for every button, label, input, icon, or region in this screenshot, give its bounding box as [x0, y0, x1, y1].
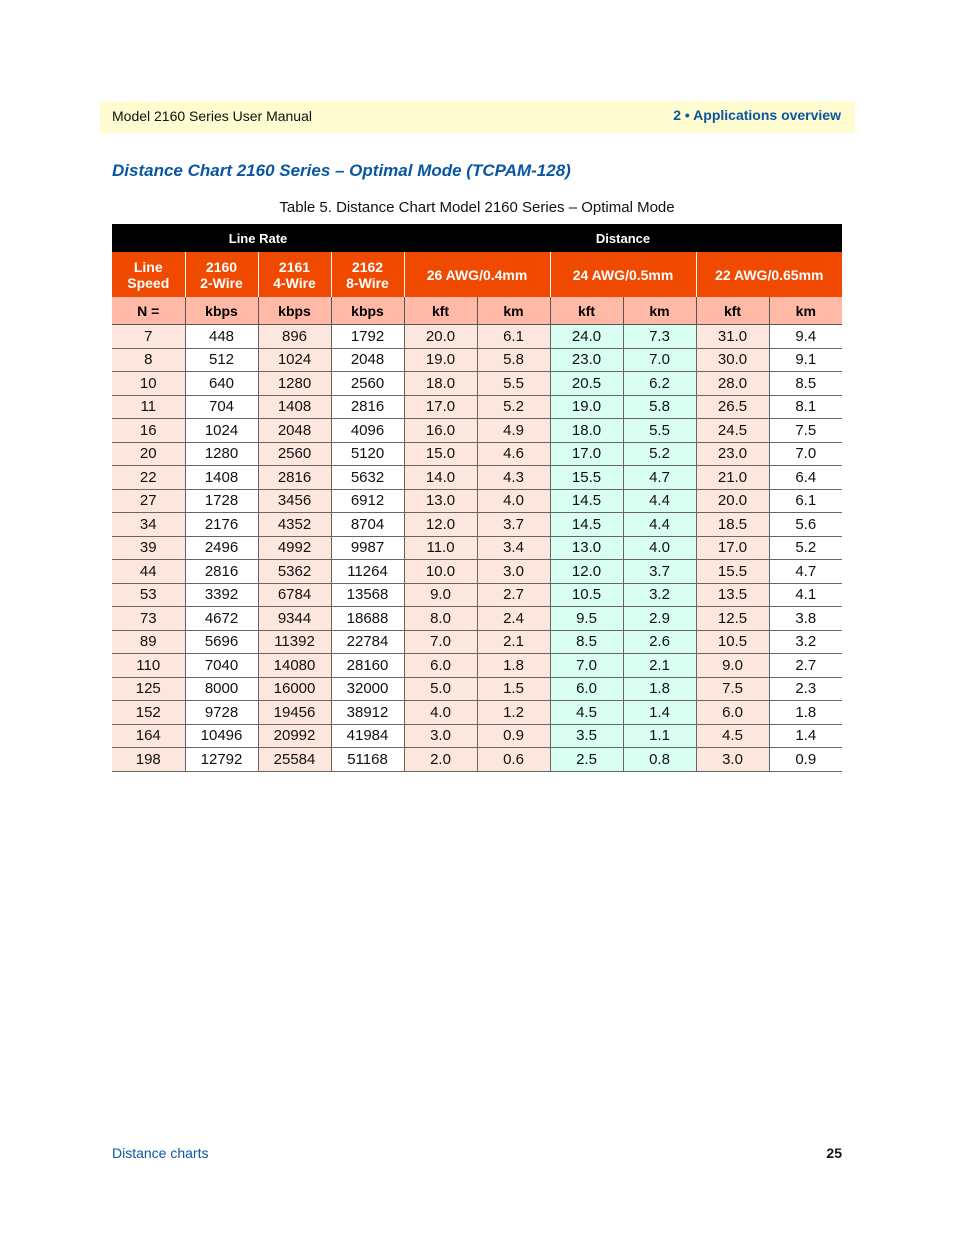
table-cell: 12792 — [185, 748, 258, 772]
table-cell: 11264 — [331, 560, 404, 584]
table-cell: 21.0 — [696, 466, 769, 490]
table-cell: 15.0 — [404, 442, 477, 466]
table-cell: 2048 — [258, 419, 331, 443]
table-cell: 4.5 — [550, 701, 623, 725]
table-cell: 5.8 — [623, 395, 696, 419]
table-cell: 19.0 — [404, 348, 477, 372]
table-cell: 4.9 — [477, 419, 550, 443]
table-cell: 6.0 — [696, 701, 769, 725]
table-cell: 23.0 — [550, 348, 623, 372]
table-cell: 5.2 — [623, 442, 696, 466]
table-cell: 1.2 — [477, 701, 550, 725]
column-header-row — [112, 252, 842, 297]
table-cell: 11392 — [258, 630, 331, 654]
table-cell: 15.5 — [550, 466, 623, 490]
table-cell: 6784 — [258, 583, 331, 607]
table-cell: 44 — [112, 560, 185, 584]
table-cell: 0.8 — [623, 748, 696, 772]
col-header-2161 — [258, 252, 331, 297]
table-row — [112, 654, 842, 678]
col-header-2162 — [331, 252, 404, 297]
table-cell: 24.5 — [696, 419, 769, 443]
table-cell: 1.4 — [769, 724, 842, 748]
table-cell: 4.0 — [477, 489, 550, 513]
manual-title: Model 2160 Series User Manual — [112, 108, 312, 124]
table-body — [112, 325, 842, 772]
table-cell: 20.0 — [404, 325, 477, 349]
table-cell: 7.0 — [550, 654, 623, 678]
table-cell: 1792 — [331, 325, 404, 349]
table-cell: 1024 — [258, 348, 331, 372]
table-cell: 4.4 — [623, 513, 696, 537]
table-cell: 18688 — [331, 607, 404, 631]
table-cell: 20 — [112, 442, 185, 466]
table-cell: 30.0 — [696, 348, 769, 372]
table-cell: 2.0 — [404, 748, 477, 772]
table-cell: 5696 — [185, 630, 258, 654]
table-cell: 27 — [112, 489, 185, 513]
table-cell: 5.0 — [404, 677, 477, 701]
table-cell: 51168 — [331, 748, 404, 772]
table-cell: 14080 — [258, 654, 331, 678]
table-cell: 20992 — [258, 724, 331, 748]
table-cell: 41984 — [331, 724, 404, 748]
table-cell: 3392 — [185, 583, 258, 607]
page-number: 25 — [826, 1145, 842, 1161]
table-cell: 3.2 — [623, 583, 696, 607]
col-header-2162-l2: 8-Wire — [346, 274, 389, 291]
table-cell: 1408 — [258, 395, 331, 419]
table-cell: 3.4 — [477, 536, 550, 560]
table-cell: 2.7 — [477, 583, 550, 607]
table-cell: 3.8 — [769, 607, 842, 631]
table-cell: 8000 — [185, 677, 258, 701]
table-cell: 18.0 — [550, 419, 623, 443]
col-header-26awg: 26 AWG/0.4mm — [404, 252, 550, 297]
table-cell: 2.1 — [477, 630, 550, 654]
col-header-line-speed-l1: Line — [133, 258, 163, 275]
table-cell: 7.0 — [769, 442, 842, 466]
table-cell: 512 — [185, 348, 258, 372]
table-cell: 8.1 — [769, 395, 842, 419]
table-cell: 12.5 — [696, 607, 769, 631]
table-cell: 3.7 — [477, 513, 550, 537]
table-cell: 20.0 — [696, 489, 769, 513]
table-cell: 1.4 — [623, 701, 696, 725]
table-cell: 25584 — [258, 748, 331, 772]
table-cell: 1.8 — [623, 677, 696, 701]
table-cell: 3.5 — [550, 724, 623, 748]
table-cell: 23.0 — [696, 442, 769, 466]
table-row — [112, 372, 842, 396]
table-cell: 16000 — [258, 677, 331, 701]
table-cell: 1728 — [185, 489, 258, 513]
table-cell: 28160 — [331, 654, 404, 678]
group-header-line-rate: Line Rate — [112, 224, 404, 252]
col-header-22awg: 22 AWG/0.65mm — [696, 252, 842, 297]
table-cell: 18.5 — [696, 513, 769, 537]
table-cell: 4.0 — [623, 536, 696, 560]
table-cell: 9.0 — [696, 654, 769, 678]
table-cell: 5120 — [331, 442, 404, 466]
table-cell: 7040 — [185, 654, 258, 678]
table-cell: 4.5 — [696, 724, 769, 748]
table-cell: 10.5 — [696, 630, 769, 654]
table-cell: 0.9 — [769, 748, 842, 772]
table-cell: 19456 — [258, 701, 331, 725]
table-cell: 2.5 — [550, 748, 623, 772]
table-cell: 3.7 — [623, 560, 696, 584]
unit-header: kbps — [258, 297, 331, 325]
table-cell: 4.0 — [404, 701, 477, 725]
table-cell: 9987 — [331, 536, 404, 560]
table-cell: 1.8 — [477, 654, 550, 678]
table-cell: 4.4 — [623, 489, 696, 513]
unit-header: kbps — [331, 297, 404, 325]
table-row — [112, 724, 842, 748]
group-header-row — [112, 224, 842, 252]
table-cell: 3.0 — [477, 560, 550, 584]
table-row — [112, 607, 842, 631]
table-cell: 4352 — [258, 513, 331, 537]
table-cell: 17.0 — [404, 395, 477, 419]
table-row — [112, 325, 842, 349]
table-cell: 704 — [185, 395, 258, 419]
table-cell: 1.5 — [477, 677, 550, 701]
table-row — [112, 466, 842, 490]
table-row — [112, 748, 842, 772]
table-cell: 11 — [112, 395, 185, 419]
table-cell: 2.3 — [769, 677, 842, 701]
table-cell: 8.5 — [550, 630, 623, 654]
table-cell: 17.0 — [696, 536, 769, 560]
table-cell: 10.5 — [550, 583, 623, 607]
table-cell: 4.7 — [623, 466, 696, 490]
table-row — [112, 677, 842, 701]
table-caption: Table 5. Distance Chart Model 2160 Series – Optimal Mode — [279, 199, 675, 216]
table-cell: 5.2 — [769, 536, 842, 560]
col-header-2160-l2: 2-Wire — [200, 274, 243, 291]
table-row — [112, 395, 842, 419]
table-cell: 4.7 — [769, 560, 842, 584]
table-cell: 2560 — [258, 442, 331, 466]
col-header-2160 — [185, 252, 258, 297]
table-cell: 39 — [112, 536, 185, 560]
table-cell: 7.5 — [769, 419, 842, 443]
table-cell: 1.8 — [769, 701, 842, 725]
table-cell: 5.2 — [477, 395, 550, 419]
table-cell: 20.5 — [550, 372, 623, 396]
table-cell: 6912 — [331, 489, 404, 513]
table-cell: 19.0 — [550, 395, 623, 419]
table-row — [112, 442, 842, 466]
table-cell: 89 — [112, 630, 185, 654]
table-cell: 7.0 — [404, 630, 477, 654]
table-cell: 8.0 — [404, 607, 477, 631]
table-cell: 6.0 — [404, 654, 477, 678]
table-cell: 28.0 — [696, 372, 769, 396]
table-cell: 5.5 — [623, 419, 696, 443]
table-cell: 31.0 — [696, 325, 769, 349]
footer-section: Distance charts — [112, 1145, 209, 1161]
table-cell: 2816 — [258, 466, 331, 490]
table-cell: 32000 — [331, 677, 404, 701]
table-cell: 4.1 — [769, 583, 842, 607]
unit-header: km — [477, 297, 550, 325]
table-row — [112, 419, 842, 443]
unit-header: kft — [404, 297, 477, 325]
table-cell: 8 — [112, 348, 185, 372]
table-cell: 6.2 — [623, 372, 696, 396]
table-cell: 14.5 — [550, 489, 623, 513]
unit-header: kbps — [185, 297, 258, 325]
table-cell: 896 — [258, 325, 331, 349]
table-cell: 13.5 — [696, 583, 769, 607]
table-cell: 13568 — [331, 583, 404, 607]
table-cell: 5.6 — [769, 513, 842, 537]
table-cell: 4096 — [331, 419, 404, 443]
unit-header: kft — [696, 297, 769, 325]
col-header-24awg: 24 AWG/0.5mm — [550, 252, 696, 297]
table-cell: 5362 — [258, 560, 331, 584]
table-cell: 9.4 — [769, 325, 842, 349]
table-cell: 3.0 — [404, 724, 477, 748]
table-row — [112, 536, 842, 560]
table-cell: 12.0 — [404, 513, 477, 537]
table-cell: 2.7 — [769, 654, 842, 678]
table-cell: 53 — [112, 583, 185, 607]
unit-header: km — [623, 297, 696, 325]
col-header-2162-l1: 2162 — [351, 258, 384, 275]
table-cell: 5.8 — [477, 348, 550, 372]
unit-header-row — [112, 297, 842, 325]
table-cell: 2816 — [331, 395, 404, 419]
table-cell: 9728 — [185, 701, 258, 725]
table-cell: 2496 — [185, 536, 258, 560]
table-cell: 198 — [112, 748, 185, 772]
table-cell: 6.4 — [769, 466, 842, 490]
table-cell: 9.5 — [550, 607, 623, 631]
table-cell: 13.0 — [550, 536, 623, 560]
table-cell: 6.0 — [550, 677, 623, 701]
table-cell: 24.0 — [550, 325, 623, 349]
table-row — [112, 701, 842, 725]
unit-header: kft — [550, 297, 623, 325]
chapter-link[interactable]: 2 • Applications overview — [673, 107, 841, 123]
table-row — [112, 513, 842, 537]
table-cell: 1408 — [185, 466, 258, 490]
table-cell: 1280 — [258, 372, 331, 396]
table-cell: 26.5 — [696, 395, 769, 419]
table-cell: 640 — [185, 372, 258, 396]
table-row — [112, 583, 842, 607]
table-cell: 448 — [185, 325, 258, 349]
table-cell: 73 — [112, 607, 185, 631]
table-cell: 5632 — [331, 466, 404, 490]
table-cell: 6.1 — [477, 325, 550, 349]
table-cell: 22784 — [331, 630, 404, 654]
table-cell: 2.9 — [623, 607, 696, 631]
table-cell: 6.1 — [769, 489, 842, 513]
table-cell: 110 — [112, 654, 185, 678]
table-row — [112, 630, 842, 654]
col-header-2161-l1: 2161 — [278, 258, 311, 275]
table-cell: 5.5 — [477, 372, 550, 396]
table-row — [112, 560, 842, 584]
col-header-2161-l2: 4-Wire — [273, 274, 316, 291]
table-cell: 34 — [112, 513, 185, 537]
col-header-line-speed — [112, 252, 185, 297]
table-cell: 13.0 — [404, 489, 477, 513]
table-cell: 152 — [112, 701, 185, 725]
table-cell: 15.5 — [696, 560, 769, 584]
table-cell: 10496 — [185, 724, 258, 748]
table-cell: 3.2 — [769, 630, 842, 654]
running-header — [100, 101, 855, 133]
table-cell: 0.9 — [477, 724, 550, 748]
table-cell: 7.3 — [623, 325, 696, 349]
table-cell: 8.5 — [769, 372, 842, 396]
table-cell: 3.0 — [696, 748, 769, 772]
table-cell: 2.4 — [477, 607, 550, 631]
table-cell: 18.0 — [404, 372, 477, 396]
group-header-distance: Distance — [404, 224, 842, 252]
table-row — [112, 489, 842, 513]
table-cell: 17.0 — [550, 442, 623, 466]
section-title: Distance Chart 2160 Series – Optimal Mode (TCPAM-128) — [112, 161, 571, 180]
table-cell: 4.6 — [477, 442, 550, 466]
table-cell: 2.1 — [623, 654, 696, 678]
table-cell: 10.0 — [404, 560, 477, 584]
table-cell: 1024 — [185, 419, 258, 443]
table-cell: 9.1 — [769, 348, 842, 372]
table-cell: 4672 — [185, 607, 258, 631]
unit-header: km — [769, 297, 842, 325]
table-cell: 12.0 — [550, 560, 623, 584]
table-cell: 7 — [112, 325, 185, 349]
table-cell: 3456 — [258, 489, 331, 513]
unit-header: N = — [112, 297, 185, 325]
table-row — [112, 348, 842, 372]
table-cell: 14.0 — [404, 466, 477, 490]
table-cell: 10 — [112, 372, 185, 396]
table-cell: 22 — [112, 466, 185, 490]
table-cell: 38912 — [331, 701, 404, 725]
table-cell: 9.0 — [404, 583, 477, 607]
table-cell: 4992 — [258, 536, 331, 560]
table-cell: 2560 — [331, 372, 404, 396]
table-cell: 7.0 — [623, 348, 696, 372]
table-cell: 2.6 — [623, 630, 696, 654]
table-cell: 1280 — [185, 442, 258, 466]
table-cell: 2816 — [185, 560, 258, 584]
col-header-line-speed-l2: Speed — [127, 274, 170, 291]
table-cell: 11.0 — [404, 536, 477, 560]
table-cell: 8704 — [331, 513, 404, 537]
table-cell: 16 — [112, 419, 185, 443]
table-cell: 7.5 — [696, 677, 769, 701]
table-cell: 2048 — [331, 348, 404, 372]
table-cell: 4.3 — [477, 466, 550, 490]
table-cell: 0.6 — [477, 748, 550, 772]
table-cell: 14.5 — [550, 513, 623, 537]
table-cell: 2176 — [185, 513, 258, 537]
table-cell: 125 — [112, 677, 185, 701]
table-cell: 164 — [112, 724, 185, 748]
table-cell: 9344 — [258, 607, 331, 631]
distance-chart-table — [112, 224, 842, 772]
table-cell: 16.0 — [404, 419, 477, 443]
col-header-2160-l1: 2160 — [205, 258, 238, 275]
table-cell: 1.1 — [623, 724, 696, 748]
